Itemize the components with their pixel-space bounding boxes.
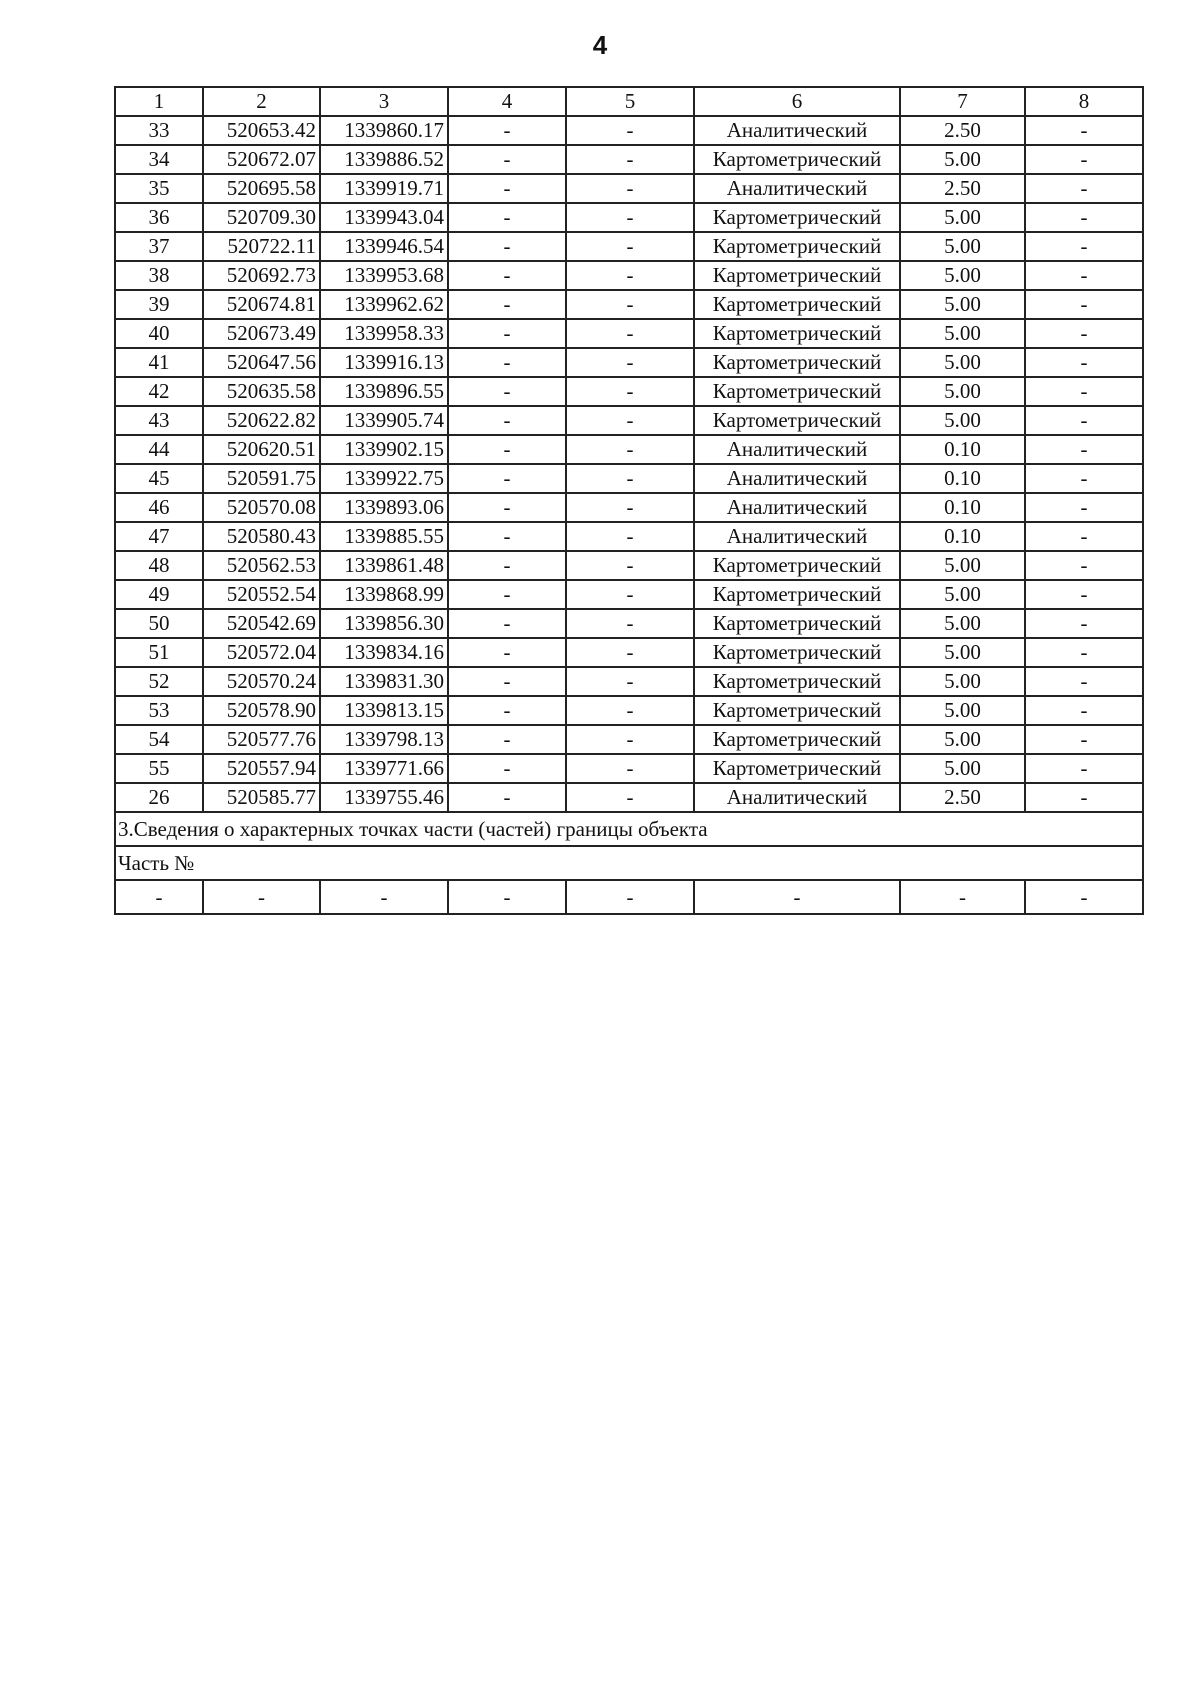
table-body (115, 87, 1143, 914)
accuracy-cell: 5.00 (900, 754, 1025, 783)
accuracy-cell: 5.00 (900, 145, 1025, 174)
col8-cell: - (1025, 174, 1143, 203)
y-coordinate-cell: 1339834.16 (320, 638, 448, 667)
col5-cell: - (566, 174, 694, 203)
table-row (115, 174, 1143, 203)
col5-cell: - (566, 522, 694, 551)
x-coordinate-cell: 520673.49 (203, 319, 320, 348)
point-number-cell: 39 (115, 290, 203, 319)
y-coordinate-cell: 1339856.30 (320, 609, 448, 638)
accuracy-cell: 5.00 (900, 232, 1025, 261)
table-row (115, 319, 1143, 348)
col8-cell: - (1025, 348, 1143, 377)
empty-part-cell: - (1025, 880, 1143, 914)
y-coordinate-cell: 1339943.04 (320, 203, 448, 232)
empty-part-cell: - (566, 880, 694, 914)
point-number-cell: 50 (115, 609, 203, 638)
col8-cell: - (1025, 725, 1143, 754)
point-number-cell: 42 (115, 377, 203, 406)
table-row (115, 754, 1143, 783)
method-cell: Картометрический (694, 377, 900, 406)
x-coordinate-cell: 520591.75 (203, 464, 320, 493)
table-row (115, 116, 1143, 145)
accuracy-cell: 5.00 (900, 667, 1025, 696)
col4-cell: - (448, 348, 566, 377)
col8-cell: - (1025, 435, 1143, 464)
table-row (115, 551, 1143, 580)
col8-cell: - (1025, 377, 1143, 406)
col8-cell: - (1025, 551, 1143, 580)
table-row (115, 203, 1143, 232)
col4-cell: - (448, 174, 566, 203)
x-coordinate-cell: 520620.51 (203, 435, 320, 464)
y-coordinate-cell: 1339813.15 (320, 696, 448, 725)
table-row (115, 493, 1143, 522)
col5-cell: - (566, 754, 694, 783)
accuracy-cell: 5.00 (900, 696, 1025, 725)
col8-cell: - (1025, 609, 1143, 638)
col4-cell: - (448, 493, 566, 522)
y-coordinate-cell: 1339953.68 (320, 261, 448, 290)
header-cell: 1 (115, 87, 203, 116)
header-cell: 3 (320, 87, 448, 116)
point-number-cell: 55 (115, 754, 203, 783)
point-number-cell: 49 (115, 580, 203, 609)
y-coordinate-cell: 1339958.33 (320, 319, 448, 348)
accuracy-cell: 2.50 (900, 783, 1025, 812)
col4-cell: - (448, 319, 566, 348)
table-row (115, 232, 1143, 261)
x-coordinate-cell: 520552.54 (203, 580, 320, 609)
y-coordinate-cell: 1339902.15 (320, 435, 448, 464)
method-cell: Картометрический (694, 551, 900, 580)
col5-cell: - (566, 406, 694, 435)
point-number-cell: 54 (115, 725, 203, 754)
col8-cell: - (1025, 522, 1143, 551)
y-coordinate-cell: 1339831.30 (320, 667, 448, 696)
point-number-cell: 35 (115, 174, 203, 203)
accuracy-cell: 5.00 (900, 203, 1025, 232)
accuracy-cell: 5.00 (900, 406, 1025, 435)
empty-part-row (115, 880, 1143, 914)
method-cell: Аналитический (694, 464, 900, 493)
col8-cell: - (1025, 696, 1143, 725)
point-number-cell: 43 (115, 406, 203, 435)
accuracy-cell: 5.00 (900, 377, 1025, 406)
header-cell: 8 (1025, 87, 1143, 116)
x-coordinate-cell: 520692.73 (203, 261, 320, 290)
header-cell: 7 (900, 87, 1025, 116)
y-coordinate-cell: 1339922.75 (320, 464, 448, 493)
y-coordinate-cell: 1339896.55 (320, 377, 448, 406)
header-cell: 4 (448, 87, 566, 116)
empty-part-cell: - (320, 880, 448, 914)
x-coordinate-cell: 520709.30 (203, 203, 320, 232)
table-row (115, 145, 1143, 174)
accuracy-cell: 5.00 (900, 609, 1025, 638)
y-coordinate-cell: 1339893.06 (320, 493, 448, 522)
x-coordinate-cell: 520578.90 (203, 696, 320, 725)
x-coordinate-cell: 520635.58 (203, 377, 320, 406)
col8-cell: - (1025, 783, 1143, 812)
method-cell: Аналитический (694, 116, 900, 145)
col5-cell: - (566, 290, 694, 319)
table-row (115, 638, 1143, 667)
x-coordinate-cell: 520562.53 (203, 551, 320, 580)
col4-cell: - (448, 464, 566, 493)
method-cell: Аналитический (694, 522, 900, 551)
method-cell: Картометрический (694, 319, 900, 348)
col5-cell: - (566, 261, 694, 290)
col4-cell: - (448, 377, 566, 406)
col5-cell: - (566, 725, 694, 754)
point-number-cell: 44 (115, 435, 203, 464)
point-number-cell: 41 (115, 348, 203, 377)
x-coordinate-cell: 520672.07 (203, 145, 320, 174)
col8-cell: - (1025, 638, 1143, 667)
table-row (115, 261, 1143, 290)
y-coordinate-cell: 1339946.54 (320, 232, 448, 261)
empty-part-cell: - (694, 880, 900, 914)
col4-cell: - (448, 754, 566, 783)
point-number-cell: 47 (115, 522, 203, 551)
empty-part-cell: - (448, 880, 566, 914)
header-cell: 5 (566, 87, 694, 116)
col5-cell: - (566, 435, 694, 464)
col8-cell: - (1025, 754, 1143, 783)
point-number-cell: 36 (115, 203, 203, 232)
table-row (115, 667, 1143, 696)
section-title: 3.Сведения о характерных точках части (частей) границы объекта (115, 812, 1143, 846)
accuracy-cell: 0.10 (900, 522, 1025, 551)
section-title-row (115, 812, 1143, 846)
col8-cell: - (1025, 319, 1143, 348)
method-cell: Картометрический (694, 696, 900, 725)
point-number-cell: 45 (115, 464, 203, 493)
col5-cell: - (566, 116, 694, 145)
method-cell: Картометрический (694, 580, 900, 609)
col5-cell: - (566, 580, 694, 609)
method-cell: Картометрический (694, 609, 900, 638)
x-coordinate-cell: 520572.04 (203, 638, 320, 667)
method-cell: Картометрический (694, 290, 900, 319)
point-number-cell: 33 (115, 116, 203, 145)
col5-cell: - (566, 377, 694, 406)
point-number-cell: 48 (115, 551, 203, 580)
accuracy-cell: 0.10 (900, 435, 1025, 464)
x-coordinate-cell: 520653.42 (203, 116, 320, 145)
accuracy-cell: 0.10 (900, 493, 1025, 522)
part-label-row (115, 846, 1143, 880)
col8-cell: - (1025, 261, 1143, 290)
point-number-cell: 26 (115, 783, 203, 812)
x-coordinate-cell: 520542.69 (203, 609, 320, 638)
col5-cell: - (566, 783, 694, 812)
part-label: Часть № (115, 846, 1143, 880)
col4-cell: - (448, 435, 566, 464)
y-coordinate-cell: 1339886.52 (320, 145, 448, 174)
y-coordinate-cell: 1339798.13 (320, 725, 448, 754)
table-row (115, 464, 1143, 493)
table-row (115, 348, 1143, 377)
table-row (115, 435, 1143, 464)
col5-cell: - (566, 348, 694, 377)
point-number-cell: 53 (115, 696, 203, 725)
col5-cell: - (566, 232, 694, 261)
y-coordinate-cell: 1339861.48 (320, 551, 448, 580)
col4-cell: - (448, 696, 566, 725)
y-coordinate-cell: 1339755.46 (320, 783, 448, 812)
col5-cell: - (566, 145, 694, 174)
table-row (115, 696, 1143, 725)
point-number-cell: 40 (115, 319, 203, 348)
col5-cell: - (566, 609, 694, 638)
x-coordinate-cell: 520674.81 (203, 290, 320, 319)
col5-cell: - (566, 319, 694, 348)
accuracy-cell: 5.00 (900, 319, 1025, 348)
table-row (115, 522, 1143, 551)
accuracy-cell: 5.00 (900, 348, 1025, 377)
accuracy-cell: 5.00 (900, 580, 1025, 609)
col5-cell: - (566, 493, 694, 522)
col8-cell: - (1025, 493, 1143, 522)
y-coordinate-cell: 1339905.74 (320, 406, 448, 435)
method-cell: Аналитический (694, 493, 900, 522)
point-number-cell: 52 (115, 667, 203, 696)
x-coordinate-cell: 520695.58 (203, 174, 320, 203)
accuracy-cell: 0.10 (900, 464, 1025, 493)
point-number-cell: 51 (115, 638, 203, 667)
method-cell: Аналитический (694, 783, 900, 812)
col8-cell: - (1025, 203, 1143, 232)
x-coordinate-cell: 520570.24 (203, 667, 320, 696)
col8-cell: - (1025, 580, 1143, 609)
x-coordinate-cell: 520722.11 (203, 232, 320, 261)
y-coordinate-cell: 1339868.99 (320, 580, 448, 609)
page-number: 4 (592, 30, 608, 60)
accuracy-cell: 5.00 (900, 261, 1025, 290)
x-coordinate-cell: 520577.76 (203, 725, 320, 754)
point-number-cell: 34 (115, 145, 203, 174)
col4-cell: - (448, 522, 566, 551)
point-number-cell: 38 (115, 261, 203, 290)
col5-cell: - (566, 638, 694, 667)
x-coordinate-cell: 520580.43 (203, 522, 320, 551)
method-cell: Картометрический (694, 725, 900, 754)
table-row (115, 580, 1143, 609)
col8-cell: - (1025, 145, 1143, 174)
y-coordinate-cell: 1339885.55 (320, 522, 448, 551)
y-coordinate-cell: 1339771.66 (320, 754, 448, 783)
col4-cell: - (448, 551, 566, 580)
col8-cell: - (1025, 232, 1143, 261)
col5-cell: - (566, 667, 694, 696)
method-cell: Картометрический (694, 145, 900, 174)
col5-cell: - (566, 551, 694, 580)
method-cell: Картометрический (694, 232, 900, 261)
col8-cell: - (1025, 464, 1143, 493)
accuracy-cell: 5.00 (900, 725, 1025, 754)
col4-cell: - (448, 116, 566, 145)
accuracy-cell: 5.00 (900, 638, 1025, 667)
point-number-cell: 37 (115, 232, 203, 261)
table-row (115, 609, 1143, 638)
empty-part-cell: - (203, 880, 320, 914)
header-cell: 6 (694, 87, 900, 116)
col4-cell: - (448, 580, 566, 609)
accuracy-cell: 2.50 (900, 116, 1025, 145)
y-coordinate-cell: 1339860.17 (320, 116, 448, 145)
col4-cell: - (448, 261, 566, 290)
col8-cell: - (1025, 290, 1143, 319)
col4-cell: - (448, 667, 566, 696)
col4-cell: - (448, 145, 566, 174)
method-cell: Аналитический (694, 174, 900, 203)
y-coordinate-cell: 1339919.71 (320, 174, 448, 203)
col8-cell: - (1025, 667, 1143, 696)
col5-cell: - (566, 464, 694, 493)
method-cell: Картометрический (694, 261, 900, 290)
method-cell: Аналитический (694, 435, 900, 464)
col8-cell: - (1025, 116, 1143, 145)
table-row (115, 290, 1143, 319)
method-cell: Картометрический (694, 638, 900, 667)
method-cell: Картометрический (694, 667, 900, 696)
method-cell: Картометрический (694, 203, 900, 232)
accuracy-cell: 5.00 (900, 290, 1025, 319)
col5-cell: - (566, 203, 694, 232)
x-coordinate-cell: 520557.94 (203, 754, 320, 783)
col4-cell: - (448, 783, 566, 812)
x-coordinate-cell: 520622.82 (203, 406, 320, 435)
col4-cell: - (448, 725, 566, 754)
table-row (115, 377, 1143, 406)
col4-cell: - (448, 406, 566, 435)
col8-cell: - (1025, 406, 1143, 435)
method-cell: Картометрический (694, 348, 900, 377)
coordinates-table (114, 86, 1144, 915)
accuracy-cell: 2.50 (900, 174, 1025, 203)
table-row (115, 783, 1143, 812)
empty-part-cell: - (900, 880, 1025, 914)
method-cell: Картометрический (694, 406, 900, 435)
col4-cell: - (448, 203, 566, 232)
table-row (115, 406, 1143, 435)
table-row (115, 725, 1143, 754)
accuracy-cell: 5.00 (900, 551, 1025, 580)
header-row (115, 87, 1143, 116)
x-coordinate-cell: 520570.08 (203, 493, 320, 522)
header-cell: 2 (203, 87, 320, 116)
x-coordinate-cell: 520585.77 (203, 783, 320, 812)
col5-cell: - (566, 696, 694, 725)
col4-cell: - (448, 290, 566, 319)
col4-cell: - (448, 638, 566, 667)
y-coordinate-cell: 1339916.13 (320, 348, 448, 377)
col4-cell: - (448, 232, 566, 261)
col4-cell: - (448, 609, 566, 638)
empty-part-cell: - (115, 880, 203, 914)
x-coordinate-cell: 520647.56 (203, 348, 320, 377)
method-cell: Картометрический (694, 754, 900, 783)
y-coordinate-cell: 1339962.62 (320, 290, 448, 319)
point-number-cell: 46 (115, 493, 203, 522)
